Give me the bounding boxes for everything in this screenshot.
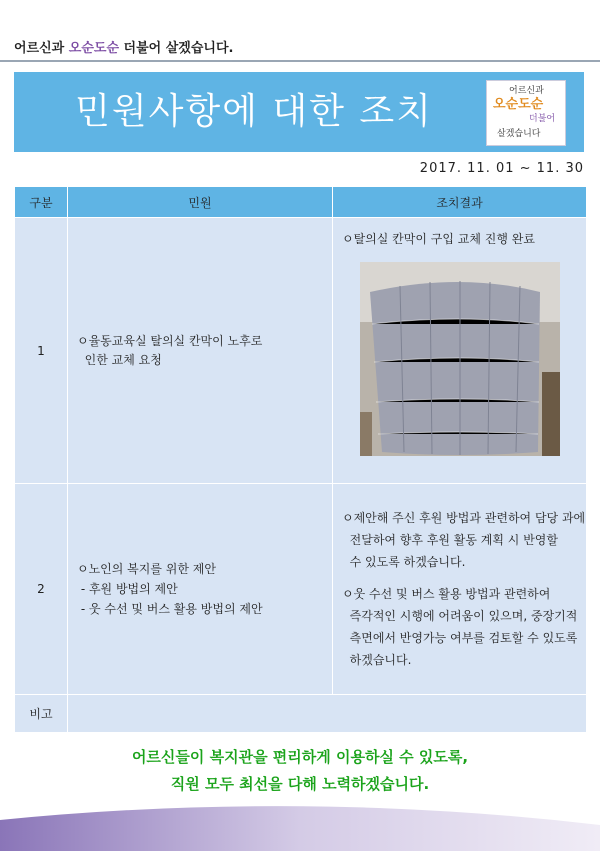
table-row [15, 484, 587, 695]
logo-line-4: 살겠습니다 [497, 129, 541, 139]
closing-line: 직원 모두 최선을 다해 노력하겠습니다. [170, 775, 430, 793]
row-number: 2 [15, 484, 68, 695]
closing-line: 어르신들이 복지관을 편리하게 이용하실 수 있도록, [131, 748, 469, 766]
top-divider [0, 60, 600, 62]
logo-line-2: 오순도순 [493, 97, 544, 112]
title-banner [14, 72, 584, 152]
result-line: 전달하여 향후 후원 활동 계획 시 반영할 [342, 533, 558, 547]
slogan [14, 37, 233, 56]
complaint-table [14, 186, 587, 733]
remarks-label: 비고 [15, 695, 68, 733]
slogan-prefix: 어르신과 [14, 41, 69, 56]
page-title: 민원사항에 대한 조치 [75, 91, 433, 132]
remarks-row [15, 695, 587, 733]
header-complaint: 민원 [68, 187, 333, 218]
request-line: - 후원 방법의 제안 [77, 582, 178, 596]
request-line: ㅇ노인의 복지를 위한 제안 [77, 562, 216, 576]
result-line: ㅇ웃 수선 및 버스 활용 방법과 관련하여 [342, 587, 551, 601]
result-cell [333, 218, 587, 484]
request-line: - 웃 수선 및 버스 활용 방법의 제안 [77, 602, 263, 616]
slogan-suffix: 더불어 살겠습니다. [119, 41, 234, 56]
request-cell [68, 484, 333, 695]
remarks-value [68, 695, 587, 733]
closing-message [0, 744, 600, 798]
table-header-row [15, 187, 587, 218]
logo [486, 80, 566, 146]
result-line: 측면에서 반영가능 여부를 검토할 수 있도록 [342, 631, 578, 645]
request-cell [68, 218, 333, 484]
result-line: 하겠습니다. [342, 653, 412, 667]
logo-line-3: 더불어 [529, 114, 556, 124]
partition-photo [360, 262, 560, 456]
result-line: ㅇ탈의실 칸막이 구입 교체 진행 완료 [342, 232, 535, 246]
logo-line-1: 어르신과 [509, 86, 544, 96]
period-range: 2017. 11. 01 ~ 11. 30 [419, 161, 584, 176]
result-line: 수 있도록 하겠습니다. [342, 555, 466, 569]
header-category: 구분 [15, 187, 68, 218]
result-cell [333, 484, 587, 695]
header-result: 조치결과 [333, 187, 587, 218]
bottom-decoration [0, 800, 600, 851]
table-row [15, 218, 587, 484]
request-line: 인한 교체 요청 [77, 352, 162, 367]
result-line: 즉각적인 시행에 어려움이 있으며, 중장기적 [342, 609, 578, 623]
row-number: 1 [15, 218, 68, 484]
request-line: ㅇ율동교육실 탈의실 칸막이 노후로 [77, 333, 263, 348]
result-line [342, 573, 577, 583]
slogan-highlight: 오순도순 [68, 41, 119, 56]
result-line: ㅇ제안해 주신 후원 방법과 관련하여 담당 과에 [342, 511, 586, 525]
